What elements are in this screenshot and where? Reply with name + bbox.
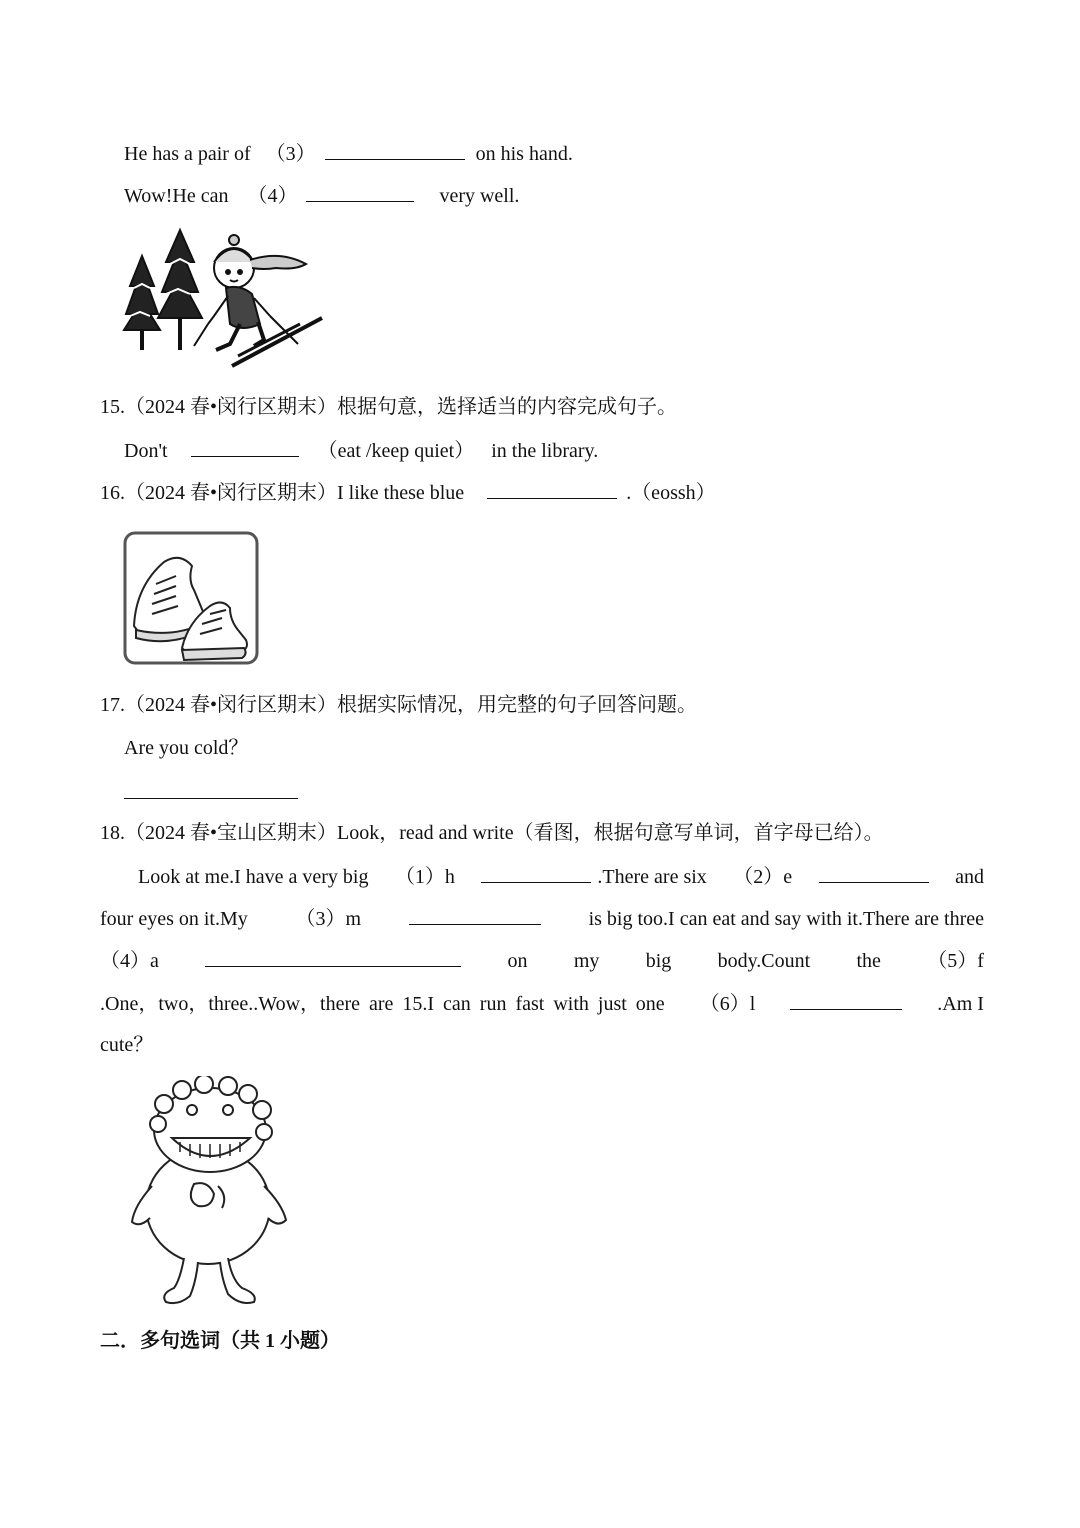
q17-answer-line[interactable] xyxy=(124,798,298,799)
q18-paragraph-line-4: .One，two，three..Wow，there are 15.I can run fast with just one （6）l .Am I xyxy=(100,993,984,1015)
q17-header: 17.（2024 春•闵行区期末）根据实际情况，用完整的句子回答问题。 xyxy=(100,694,698,716)
q17-question: Are you cold？ xyxy=(124,737,249,759)
q18-blank-2[interactable] xyxy=(819,864,929,883)
q18-paragraph-line-3: （4）a on my big body.Count the （5）f xyxy=(100,950,984,972)
answer-blank-3[interactable] xyxy=(325,141,465,160)
section-2-title: 二．多句选词（共 1 小题） xyxy=(100,1330,340,1352)
q15-sentence: Don't （eat /keep quiet） in the library. xyxy=(124,440,599,462)
q18-paragraph-line-5: cute？ xyxy=(100,1034,154,1056)
q18-blank-3[interactable] xyxy=(409,906,541,925)
q15-answer-blank[interactable] xyxy=(191,438,299,457)
q18-blank-6[interactable] xyxy=(790,991,902,1010)
q18-paragraph-line-2: four eyes on it.My （3）m is big too.I can eat and say with it.There are three xyxy=(100,908,984,930)
q14-line-3: He has a pair of （3） on his hand. xyxy=(124,143,573,165)
q16-line: 16.（2024 春•闵行区期末）I like these blue .（eossh） xyxy=(100,482,716,504)
q18-blank-4[interactable] xyxy=(205,948,461,967)
q18-paragraph-line-1: Look at me.I have a very big （1）h .There are six （2）e and xyxy=(138,866,984,888)
skier-illustration xyxy=(122,226,330,374)
q16-answer-blank[interactable] xyxy=(487,480,617,499)
answer-blank-4[interactable] xyxy=(306,183,414,202)
shoes-illustration xyxy=(122,530,260,666)
q14-line-4: Wow!He can （4） very well. xyxy=(124,185,520,207)
q15-header: 15.（2024 春•闵行区期末）根据句意，选择适当的内容完成句子。 xyxy=(100,396,678,418)
monster-illustration xyxy=(124,1076,296,1310)
q18-header: 18.（2024 春•宝山区期末）Look，read and write（看图，根据句意写单词，首字母已给）。 xyxy=(100,822,884,844)
q18-blank-1[interactable] xyxy=(481,864,591,883)
